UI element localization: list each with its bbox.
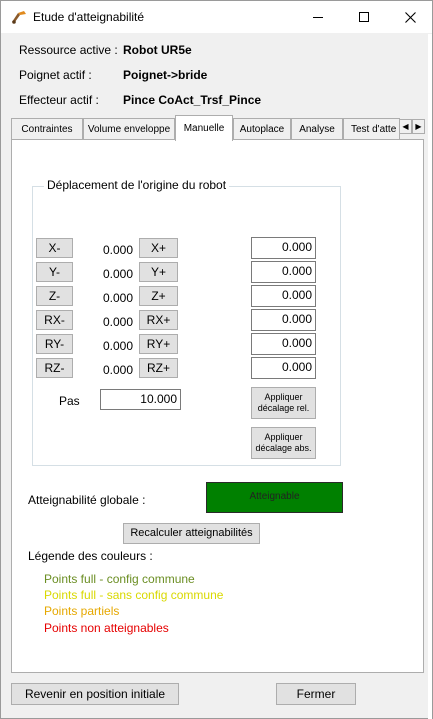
legend-item-unreachable: Points non atteignables [44, 621, 169, 635]
maximize-icon [359, 12, 369, 22]
ry-offset-field[interactable]: 0.000 [251, 333, 316, 355]
rx-plus-button[interactable]: RX+ [139, 310, 178, 330]
apply-absolute-line1: Appliquer [264, 432, 303, 442]
tab-autoplace[interactable]: Autoplace [233, 118, 291, 140]
z-value: 0.000 [102, 291, 133, 305]
step-label: Pas [59, 394, 80, 408]
step-field[interactable]: 10.000 [100, 389, 181, 410]
global-reachability-status [206, 482, 343, 513]
legend-item-partial: Points partiels [44, 604, 120, 618]
y-minus-button[interactable]: Y- [36, 262, 73, 282]
x-minus-button[interactable]: X- [36, 238, 73, 258]
y-plus-button[interactable]: Y+ [139, 262, 178, 282]
ry-value: 0.000 [102, 339, 133, 353]
rz-minus-button[interactable]: RZ- [36, 358, 73, 378]
active-resource-value: Robot UR5e [123, 43, 192, 57]
apply-absolute-line2: décalage abs. [255, 443, 312, 453]
close-window-button[interactable] [387, 1, 433, 33]
z-plus-button[interactable]: Z+ [139, 286, 178, 306]
minimize-icon [313, 12, 323, 22]
tab-bar [11, 115, 425, 139]
rz-plus-button[interactable]: RZ+ [139, 358, 178, 378]
rz-value: 0.000 [102, 363, 133, 377]
manuelle-panel [11, 139, 424, 673]
close-button[interactable]: Fermer [276, 683, 356, 705]
rx-minus-button[interactable]: RX- [36, 310, 73, 330]
tab-analyse[interactable]: Analyse [291, 118, 343, 140]
right-edge-strip [428, 34, 432, 719]
tab-contraintes[interactable]: Contraintes [11, 118, 83, 140]
displacement-group-title: Déplacement de l'origine du robot [44, 178, 229, 192]
active-wrist-label: Poignet actif : [19, 68, 92, 82]
app-icon [11, 10, 27, 24]
y-offset-field[interactable]: 0.000 [251, 261, 316, 283]
active-effector-label: Effecteur actif : [19, 93, 99, 107]
x-offset-field[interactable]: 0.000 [251, 237, 316, 259]
tab-scroll-right-button[interactable] [412, 119, 425, 134]
maximize-button[interactable] [341, 1, 387, 33]
z-offset-field[interactable]: 0.000 [251, 285, 316, 307]
active-effector-value: Pince CoAct_Trsf_Pince [123, 93, 262, 107]
z-minus-button[interactable]: Z- [36, 286, 73, 306]
ry-plus-button[interactable]: RY+ [139, 334, 178, 354]
y-value: 0.000 [102, 267, 133, 281]
global-reachability-label: Atteignabilité globale : [28, 493, 146, 507]
arrow-right-icon: ▶ [415, 122, 422, 131]
active-wrist-value: Poignet->bride [123, 68, 208, 82]
tab-scroll-left-button[interactable] [399, 119, 412, 134]
x-plus-button[interactable]: X+ [139, 238, 178, 258]
legend-title: Légende des couleurs : [28, 549, 153, 563]
window-title: Etude d'atteignabilité [33, 10, 145, 24]
rx-offset-field[interactable]: 0.000 [251, 309, 316, 331]
title-bar[interactable] [1, 1, 432, 33]
apply-absolute-offset-button[interactable] [251, 427, 316, 459]
tab-test-atteignabilite[interactable]: Test d'atte [343, 118, 400, 140]
recalculate-button[interactable]: Recalculer atteignabilités [123, 523, 260, 544]
legend-item-full-common: Points full - config commune [44, 572, 195, 586]
legend-item-full-no-common: Points full - sans config commune [44, 588, 224, 602]
tab-manuelle[interactable]: Manuelle [175, 115, 233, 141]
apply-relative-offset-button[interactable] [251, 387, 316, 419]
reset-position-button[interactable]: Revenir en position initiale [11, 683, 179, 705]
global-reachability-status-text: Atteignable [249, 491, 300, 502]
active-resource-label: Ressource active : [19, 43, 118, 57]
rx-value: 0.000 [102, 315, 133, 329]
close-icon [405, 12, 416, 23]
apply-relative-line1: Appliquer [264, 392, 303, 402]
minimize-button[interactable] [295, 1, 341, 33]
arrow-left-icon: ◀ [402, 122, 409, 131]
rz-offset-field[interactable]: 0.000 [251, 357, 316, 379]
ry-minus-button[interactable]: RY- [36, 334, 73, 354]
x-value: 0.000 [102, 243, 133, 257]
apply-relative-line2: décalage rel. [257, 403, 310, 413]
tab-volume-enveloppe[interactable]: Volume enveloppe [83, 118, 175, 140]
